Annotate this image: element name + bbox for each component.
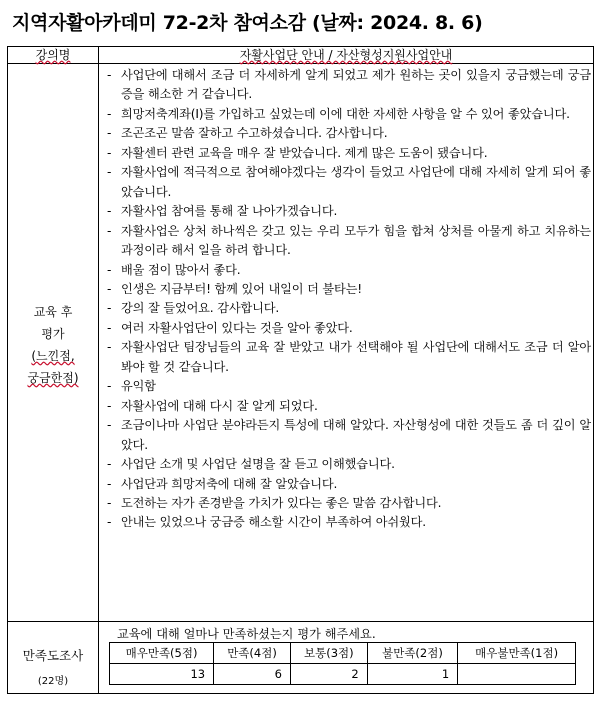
bullet-dash: - (107, 68, 112, 82)
bullet-dash: - (107, 340, 112, 355)
header-lecture-label-text: 강의명 (35, 48, 71, 62)
feedback-item (107, 144, 591, 163)
feedback-item (107, 513, 591, 532)
bullet-dash: - (107, 457, 112, 472)
survey-column-header: 보통(3점) (290, 643, 367, 664)
survey-column-value: 13 (110, 664, 214, 685)
feedback-item (107, 416, 591, 455)
feedback-item (107, 163, 591, 202)
feedback-item (107, 494, 591, 513)
bullet-dash: - (107, 262, 112, 277)
feedback-text: 안내는 있었으나 궁금증 해소할 시간이 부족하여 아쉬웠다. (121, 515, 427, 530)
evaluation-label-line4: 궁금한점) (27, 371, 79, 385)
feedback-text: 사업단과 희망저축에 대해 잘 알았습니다. (121, 476, 338, 491)
feedback-text: 사업단 소개 및 사업단 설명을 잘 듣고 이해했습니다. (121, 457, 395, 472)
bullet-dash: - (107, 165, 112, 180)
feedback-text: 조곤조곤 말씀 잘하고 수고하셨습니다. 감사합니다. (121, 126, 388, 141)
survey-header-row (110, 643, 576, 664)
header-lecture-title-text: 자활사업단 안내 / 자산형성지원사업안내 (239, 48, 453, 62)
feedback-text: 여러 자활사업단이 있다는 것을 알아 좋았다. (121, 320, 353, 335)
bullet-dash: - (107, 476, 112, 491)
survey-label (8, 643, 98, 695)
feedback-text: 인생은 지금부터! 함께 있어 내일이 더 불타는! (121, 281, 363, 296)
feedback-item (107, 319, 591, 338)
bullet-dash: - (107, 281, 112, 296)
feedback-item (107, 66, 591, 105)
survey-count: (22명) (37, 676, 69, 687)
survey-column-value: 6 (214, 664, 291, 685)
bullet-dash: - (107, 320, 112, 335)
feedback-text: 도전하는 자가 존경받을 가치가 있다는 좋은 말씀 감사합니다. (121, 495, 442, 510)
feedback-item (107, 222, 591, 261)
survey-results-table (109, 642, 576, 685)
survey-label-text: 만족도조사 (22, 648, 84, 663)
feedback-item (107, 377, 591, 396)
feedback-text: 사업단에 대해서 조금 더 자세하게 알게 되었고 제가 원하는 곳이 있을지 궁금했는데 궁금증을 해소한 거 같습니다. (121, 68, 591, 102)
feedback-text: 자활사업에 대해 다시 잘 알게 되었다. (121, 398, 318, 413)
bullet-dash: - (107, 515, 112, 530)
survey-question: 교육에 대해 얼마나 만족하셨는지 평가 해주세요. (117, 627, 376, 641)
feedback-text: 자활사업 참여를 통해 잘 나아가겠습니다. (121, 204, 338, 219)
document-title: 지역자활아카데미 72-2차 참여소감 (날짜: 2024. 8. 6) (12, 12, 483, 34)
bullet-dash: - (107, 495, 112, 510)
survey-column-value (458, 664, 576, 685)
evaluation-label (8, 301, 98, 389)
bullet-dash: - (107, 145, 112, 160)
feedback-text: 희망저축계좌(I)를 가입하고 싶었는데 이에 대한 자세한 사항을 알 수 있어 좋았습니다. (121, 106, 570, 121)
feedback-text: 조금이나마 사업단 분야라든지 특성에 대해 알았다. 자산형성에 대한 것들도 좀 더 깊이 알았다. (121, 418, 591, 452)
header-lecture-title (99, 48, 593, 62)
feedback-item (107, 338, 591, 377)
feedback-text: 자활사업에 적극적으로 참여해야겠다는 생각이 들었고 사업단에 대해 자세히 알게 되어 좋았습니다. (121, 165, 591, 199)
feedback-text: 자활사업단 팀장님들의 교육 잘 받았고 내가 선택해야 될 사업단에 대해서도 조금 더 알아봐야 할 것 같습니다. (121, 340, 591, 374)
bullet-dash: - (107, 301, 112, 316)
bullet-dash: - (107, 398, 112, 413)
feedback-text: 배울 점이 많아서 좋다. (121, 262, 241, 277)
feedback-item (107, 261, 591, 280)
column-divider (98, 47, 99, 693)
feedback-item (107, 397, 591, 416)
survey-column-header: 만족(4점) (214, 643, 291, 664)
survey-column-value: 1 (367, 664, 457, 685)
feedback-list (107, 66, 591, 533)
survey-column-header: 불만족(2점) (367, 643, 457, 664)
survey-column-header: 매우만족(5점) (110, 643, 214, 664)
survey-column-value: 2 (290, 664, 367, 685)
header-divider (8, 63, 593, 64)
evaluation-label-line2: 평가 (41, 327, 65, 341)
feedback-item (107, 124, 591, 143)
bullet-dash: - (107, 126, 112, 141)
feedback-text: 자활사업은 상처 하나씩은 갖고 있는 우리 모두가 힘을 합쳐 상처를 아물게 하고 치유하는 과정이라 해서 일을 하려 합니다. (121, 223, 591, 258)
bullet-dash: - (107, 418, 112, 433)
bullet-dash: - (107, 379, 112, 394)
feedback-item (107, 202, 591, 221)
feedback-item (107, 280, 591, 299)
header-lecture-label (8, 48, 98, 62)
feedback-text: 자활센터 관련 교육을 매우 잘 받았습니다. 제게 많은 도움이 됐습니다. (121, 145, 488, 160)
feedback-item (107, 475, 591, 494)
feedback-text: 유익함 (121, 379, 156, 394)
survey-values-row (110, 664, 576, 685)
evaluation-label-line3: (느낀점, (31, 349, 75, 363)
bullet-dash: - (107, 106, 112, 121)
survey-divider (8, 621, 593, 622)
bullet-dash: - (107, 223, 112, 238)
bullet-dash: - (107, 204, 112, 219)
feedback-item (107, 105, 591, 124)
feedback-text: 강의 잘 들었어요. 감사합니다. (121, 301, 280, 316)
evaluation-label-line1: 교육 후 (33, 305, 73, 319)
feedback-item (107, 455, 591, 474)
survey-column-header: 매우불만족(1점) (458, 643, 576, 664)
feedback-item (107, 299, 591, 318)
